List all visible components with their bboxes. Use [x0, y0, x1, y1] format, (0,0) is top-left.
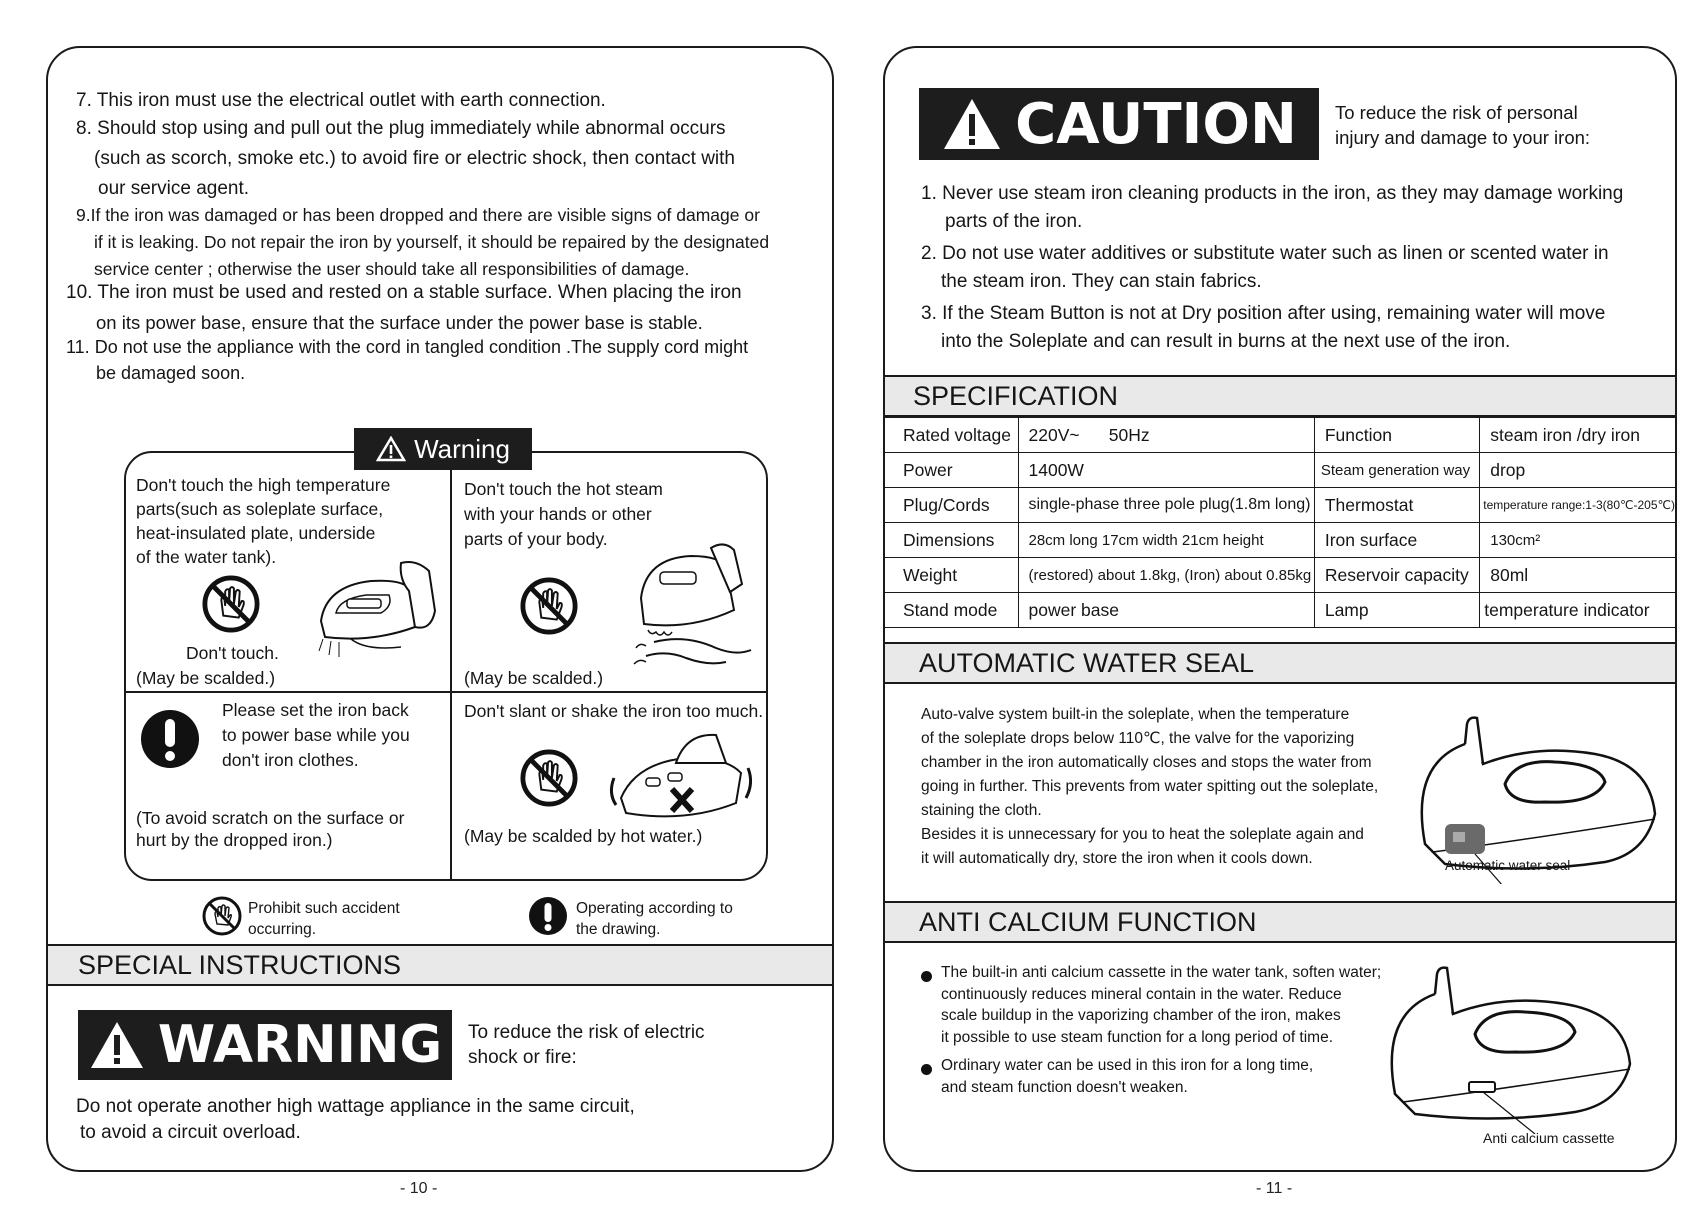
warning-cell-2-text: Don't touch the hot steam with your hands or other parts of your body. [464, 479, 663, 549]
table-cell: Dimensions [885, 523, 1018, 558]
section-header-automatic-water-seal: AUTOMATIC WATER SEAL [885, 642, 1675, 684]
iron-anti-calcium-illustration [1375, 954, 1645, 1134]
warning-cell-3-text: Please set the iron back to power base while you don't iron clothes. [222, 700, 410, 770]
water-seal-text: Auto-valve system built-in the soleplate, when the temperature of the soleplate drops below 110℃, the valve for the vaporizing chamber in the iron automatically closes and stops the water from going in further. This prevents from water spitting out the soleplate, staining the cloth. Besides it is unnecessary for you to heat the soleplate again and it will automatically dry, store the iron when it cools down. [921, 706, 1379, 867]
left-page [46, 46, 834, 1172]
specification-table [885, 417, 1675, 628]
table-cell: Reservoir capacity [1314, 558, 1479, 593]
prohibit-icon [202, 896, 242, 936]
bullet [921, 1064, 932, 1075]
special-instructions-text: Do not operate another high wattage appliance in the same circuit, to avoid a circuit overload. [76, 1096, 635, 1143]
list-item-9: 9.If the iron was damaged or has been dropped and there are visible signs of damage or if it is leaking. Do not repair the iron by yourself, it should be repaired by the designated service center ; otherwise the user should take all responsibilities of damage. [76, 205, 770, 279]
section-header-special-instructions: SPECIAL INSTRUCTIONS [48, 944, 832, 986]
table-cell: Iron surface [1314, 523, 1479, 558]
divider [450, 453, 452, 879]
table-cell: drop [1480, 453, 1675, 488]
list-item-8: 8. Should stop using and pull out the plug immediately while abnormal occurs (such as scorch, smoke etc.) to avoid fire or electric shock, then contact with our service agent. [76, 118, 735, 199]
page-number: - 10 - [400, 1180, 438, 1197]
table-cell: temperature range:1-3(80℃-205℃) [1480, 488, 1675, 523]
warning-cell-1-note: (May be scalded.) [136, 668, 276, 688]
table-cell: Lamp [1314, 593, 1479, 628]
caution-banner-subtitle: To reduce the risk of personal injury and damage to your iron: [1335, 102, 1591, 148]
table-cell: Rated voltage [885, 418, 1018, 453]
warning-title-tag [354, 428, 532, 470]
warning-cell-3-note: (To avoid scratch on the surface or hurt by the dropped iron.) [136, 808, 405, 850]
table-cell: steam iron /dry iron [1480, 418, 1675, 453]
warning-cell-2-note: (May be scalded.) [464, 668, 604, 688]
warning-triangle-icon [376, 436, 406, 462]
table-cell: Function [1314, 418, 1479, 453]
table-cell: Stand mode [885, 593, 1018, 628]
table-row [885, 558, 1675, 593]
dont-touch-label: Don't touch. [186, 643, 279, 663]
table-cell: Thermostat [1314, 488, 1479, 523]
list-item-10: 10. The iron must be used and rested on a stable surface. When placing the iron on its power base, ensure that the surface under the power base is stable. [66, 282, 742, 333]
table-row [885, 488, 1675, 523]
table-cell: 130cm² [1480, 523, 1675, 558]
table-row [885, 418, 1675, 453]
table-cell: 220V~ 50Hz [1018, 418, 1314, 453]
section-header-specification: SPECIFICATION [885, 375, 1675, 417]
warning-banner-subtitle: To reduce the risk of electric shock or fire: [468, 1022, 705, 1068]
warning-box [124, 451, 768, 881]
page-number: - 11 - [1256, 1180, 1293, 1197]
section-header-anti-calcium: ANTI CALCIUM FUNCTION [885, 901, 1675, 943]
warning-cell-1-text: Don't touch the high temperature parts(such as soleplate surface, heat-insulated plate, underside of the water tank). [136, 475, 391, 567]
warning-cell-4-text: Don't slant or shake the iron too much. [464, 701, 764, 721]
list-item-7: 7. This iron must use the electrical outlet with earth connection. [76, 90, 606, 111]
table-row [885, 593, 1675, 628]
exclamation-icon [140, 709, 200, 769]
operate-legend-text: Operating according to the drawing. [576, 900, 733, 938]
anti-calcium-text-2: Ordinary water can be used in this iron for a long time, and steam function doesn't weaken. [941, 1057, 1314, 1096]
table-cell: (restored) about 1.8kg, (Iron) about 0.85kg [1018, 558, 1314, 593]
no-touch-icon [202, 575, 260, 633]
right-page [883, 46, 1677, 1172]
caution-banner-text: CAUTION [1015, 91, 1297, 157]
table-cell: power base [1018, 593, 1314, 628]
water-seal-caption: Automatic water seal [1445, 858, 1571, 873]
warning-banner-text: WARNING [157, 1015, 443, 1075]
caution-item-2: 2. Do not use water additives or substitute water such as linen or scented water in the steam iron. They can stain fabrics. [921, 243, 1609, 292]
no-touch-icon [520, 749, 578, 807]
caution-item-1: 1. Never use steam iron cleaning products in the iron, as they may damage working parts of the iron. [921, 183, 1624, 232]
table-cell: Steam generation way [1314, 453, 1479, 488]
caution-banner [919, 88, 1319, 160]
anti-calcium-text-1: The built-in anti calcium cassette in the water tank, soften water; continuously reduces mineral contain in the water. Reduce scale buildup in the vaporizing chamber of the iron, makes it possible to use steam function for a long period of time. [941, 964, 1382, 1046]
table-cell: 80ml [1480, 558, 1675, 593]
table-cell: Plug/Cords [885, 488, 1018, 523]
divider [126, 691, 766, 693]
warning-banner [78, 1010, 452, 1080]
table-cell: 28cm long 17cm width 21cm height [1018, 523, 1314, 558]
tilted-iron-illustration [606, 723, 756, 833]
table-cell: 1400W [1018, 453, 1314, 488]
warning-title: Warning [414, 433, 510, 464]
bullet [921, 971, 932, 982]
table-cell: temperature indicator [1480, 593, 1675, 628]
warning-triangle-icon [88, 1019, 146, 1071]
list-item-11: 11. Do not use the appliance with the cord in tangled condition .The supply cord might be damaged soon. [66, 337, 749, 383]
warning-cell-4-note: (May be scalded by hot water.) [464, 826, 703, 846]
prohibit-legend-text: Prohibit such accident occurring. [248, 900, 400, 938]
table-cell: Weight [885, 558, 1018, 593]
no-touch-icon [520, 577, 578, 635]
table-cell: Power [885, 453, 1018, 488]
iron-water-seal-illustration [1405, 704, 1665, 884]
table-row [885, 523, 1675, 558]
exclamation-icon [528, 896, 568, 936]
warning-triangle-icon [941, 96, 1003, 152]
steam-hand-illustration [626, 538, 756, 683]
caution-item-3: 3. If the Steam Button is not at Dry position after using, remaining water will move into the Soleplate and can result in burns at the next use of the iron. [921, 303, 1606, 352]
table-cell: single-phase three pole plug(1.8m long) [1018, 488, 1314, 523]
table-row [885, 453, 1675, 488]
iron-touch-illustration [311, 551, 441, 671]
anti-calcium-caption: Anti calcium cassette [1483, 1130, 1615, 1146]
